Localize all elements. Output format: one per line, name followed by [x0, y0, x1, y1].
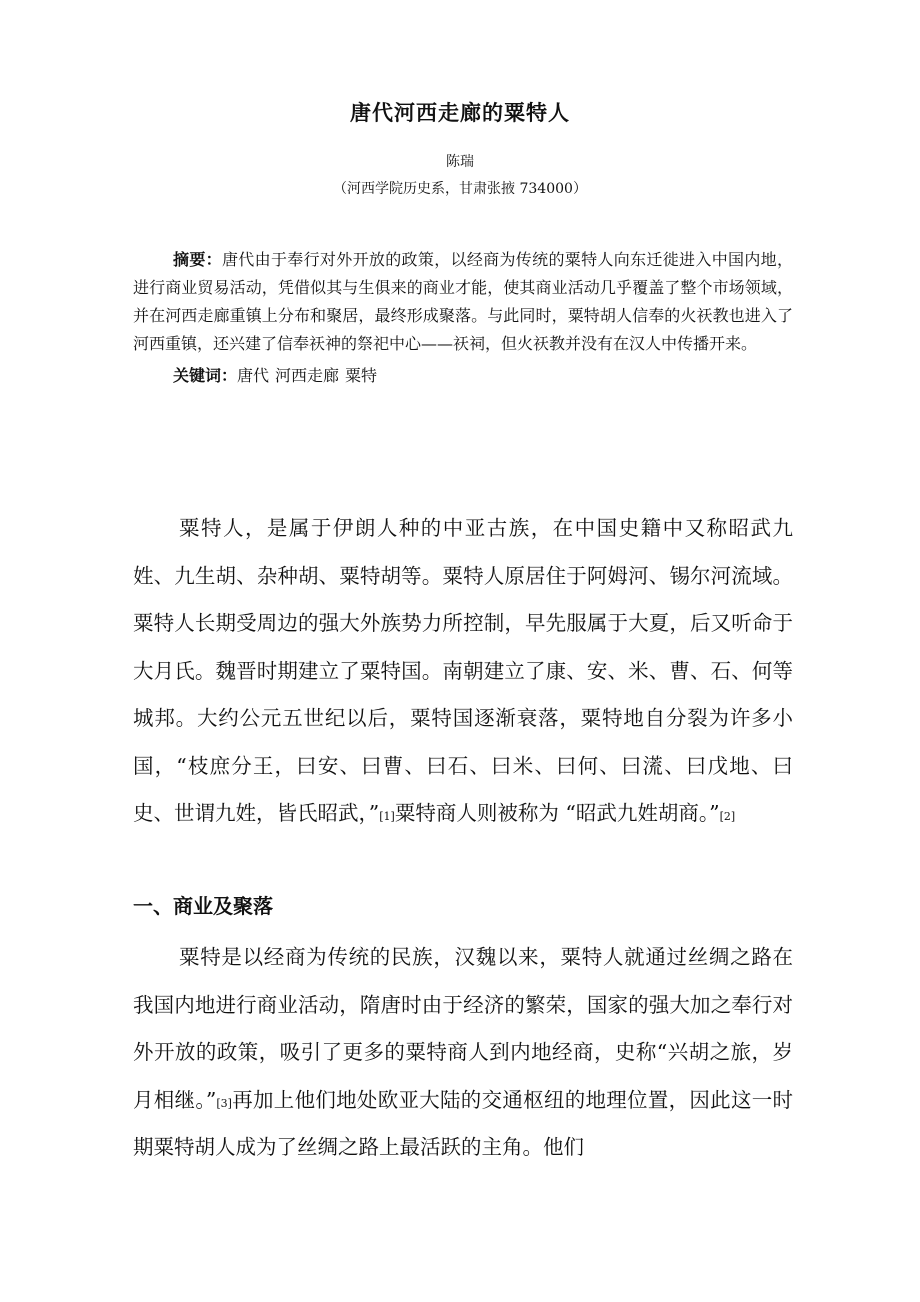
citation-ref: [3]	[216, 1096, 232, 1110]
intro-section	[133, 505, 793, 838]
author-affiliation: （河西学院历史系，甘肃张掖 734000）	[333, 181, 587, 197]
citation-ref: [1]	[379, 810, 395, 823]
abstract-text: 唐代由于奉行对外开放的政策，以经商为传统的粟特人向东迁徙进入中国内地，进行商业贸易活动，凭借似其与生俱来的商业才能，使其商业活动几乎覆盖了整个市场领域，并在河西走廊重镇上分布和聚居，最终形成聚落。与此同时，粟特胡人信奉的火祆教也进入了河西重镇，还兴建了信奉祆神的祭祀中心——祆祠，但火祆教并没有在汉人中传播开来。	[133, 250, 793, 353]
intro-text: 粟特人，是属于伊朗人种的中亚古族，在中国史籍中又称昭武九姓、九生胡、杂种胡、粟特胡等。粟特人原居住于阿姆河、锡尔河流域。粟特人长期受周边的强大外族势力所控制，早先服属于大夏，后又听命于大月氏。魏晋时期建立了粟特国。南朝建立了康、安、米、曹、石、何等城邦。大约公元五世纪以后，粟特国逐渐衰落，粟特地自分裂为许多小国，“枝庶分王，曰安、曰曹、曰石、曰米、曰何、曰㵁、曰戊地、曰史、世谓九姓，皆氏昭武，”	[133, 516, 793, 825]
keyword: 唐代	[237, 366, 270, 385]
author-name: 陈瑞	[446, 154, 474, 170]
abstract-block	[133, 246, 793, 390]
keyword: 河西走廊	[275, 366, 340, 385]
keywords-label: 关键词：	[173, 366, 238, 385]
section-heading: 一、商业及聚落	[133, 894, 273, 918]
abstract-paragraph	[133, 246, 793, 358]
abstract-label: 摘要：	[173, 250, 222, 269]
section1-paragraph	[133, 934, 793, 1172]
citation-ref: [2]	[719, 810, 736, 823]
section1-text: 粟特是以经商为传统的民族，汉魏以来，粟特人就通过丝绸之路在我国内地进行商业活动，隋唐时由于经济的繁荣，国家的强大加之奉行对外开放的政策，吸引了更多的粟特商人到内地经商，史称“兴胡之旅，岁月相继。”	[133, 945, 793, 1112]
paper-title: 唐代河西走廊的粟特人	[350, 101, 570, 125]
intro-paragraph	[133, 505, 793, 838]
section1-text-cont: 再加上他们地处欧亚大陆的交通枢纽的地理位置，因此这一时期粟特胡人成为了丝绸之路上最活跃的主角。他们	[133, 1087, 794, 1159]
keyword: 粟特	[345, 366, 378, 385]
section1-body	[133, 934, 793, 1172]
keywords-line	[133, 362, 793, 390]
intro-text-cont: 粟特商人则被称为 “昭武九姓胡商。”	[394, 801, 720, 825]
